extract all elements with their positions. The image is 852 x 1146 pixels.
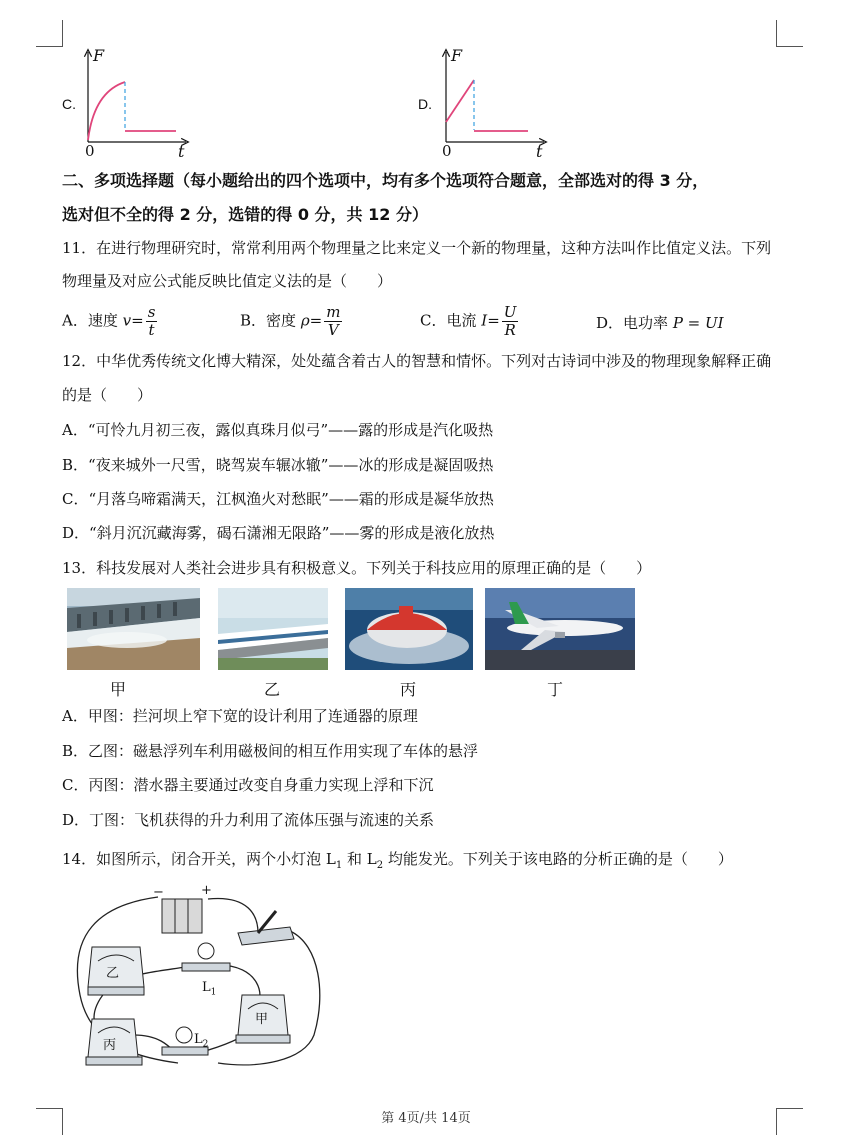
dam-photo bbox=[67, 588, 200, 670]
maglev-train-photo bbox=[218, 588, 328, 670]
q12-option-b[interactable]: B．“夜来城外一尺雪，晓驾炭车辗冰辙”——冰的形成是凝固吸热 bbox=[62, 456, 494, 474]
section-heading-line1: 二、多项选择题（每小题给出的四个选项中，均有多个选项符合题意，全部选对的得 3 分， bbox=[62, 171, 709, 190]
bulb-l1 bbox=[182, 943, 230, 971]
battery-plus-label: + bbox=[201, 883, 212, 898]
crop-mark-top-left bbox=[36, 20, 63, 47]
graph-d-y-label: F bbox=[451, 46, 463, 65]
battery bbox=[162, 899, 202, 933]
switch bbox=[238, 911, 294, 945]
graph-c-origin: 0 bbox=[85, 142, 95, 160]
q12-stem-line2: 的是（ ） bbox=[62, 386, 153, 404]
crop-mark-top-right bbox=[776, 20, 803, 47]
q13-option-c[interactable]: C．丙图：潜水器主要通过改变自身重力实现上浮和下沉 bbox=[62, 776, 434, 794]
battery-minus-label: − bbox=[153, 885, 164, 900]
q12-option-a[interactable]: A．“可怜九月初三夜，露似真珠月似弓”——露的形成是汽化吸热 bbox=[62, 421, 494, 439]
section-heading-line2: 选对但不全的得 2 分，选错的得 0 分，共 12 分） bbox=[62, 205, 428, 224]
caption-ding: 丁 bbox=[547, 680, 564, 699]
q11-stem-line1: 11．在进行物理研究时，常常利用两个物理量之比来定义一个新的物理量，这种方法叫作比值定义法。下列 bbox=[62, 239, 772, 257]
airplane-photo bbox=[485, 588, 635, 670]
q12-option-d[interactable]: D．“斜月沉沉藏海雾，碣石潇湘无限路”——雾的形成是液化放热 bbox=[62, 524, 495, 542]
q11-option-d[interactable]: D．电功率 P = UI bbox=[596, 314, 724, 332]
force-line bbox=[446, 80, 474, 122]
q11-option-c[interactable]: C．电流 I= $\frac{U}{R}$ bbox=[420, 303, 517, 339]
q11-option-b[interactable]: B．密度 ρ= $\frac{m}{V}$ bbox=[240, 303, 341, 339]
q13-option-a[interactable]: A．甲图：拦河坝上窄下宽的设计利用了连通器的原理 bbox=[62, 707, 418, 725]
q13-option-b[interactable]: B．乙图：磁悬浮列车利用磁极间的相互作用实现了车体的悬浮 bbox=[62, 742, 479, 760]
q11-option-a[interactable]: A．速度 v= $\frac{s}{t}$ bbox=[62, 303, 156, 339]
graph-d-origin: 0 bbox=[442, 142, 452, 160]
q13-option-d[interactable]: D．丁图：飞机获得的升力利用了流体压强与流速的关系 bbox=[62, 811, 435, 829]
option-d-label: D. bbox=[418, 96, 432, 112]
q11-stem-line2: 物理量及对应公式能反映比值定义法的是（ ） bbox=[62, 272, 393, 290]
meter-yi-label: 乙 bbox=[106, 966, 120, 981]
q12-option-c[interactable]: C．“月落乌啼霜满天，江枫渔火对愁眠”——霜的形成是凝华放热 bbox=[62, 490, 494, 508]
page-footer: 第 4页/共 14页 bbox=[381, 1111, 471, 1126]
meter-bing-label: 丙 bbox=[103, 1038, 117, 1053]
l2-label: $L_2$ bbox=[194, 1032, 209, 1050]
q12-stem-line1: 12．中华优秀传统文化博大精深，处处蕴含着古人的智慧和情怀。下列对古诗词中涉及的物理现象解释正确 bbox=[62, 352, 772, 370]
meter-jia-label: 甲 bbox=[255, 1012, 269, 1027]
option-c-label: C. bbox=[62, 96, 76, 112]
q14-stem: 14．如图所示，闭合开关，两个小灯泡 $L_1$ 和 $L_2$ 均能发光。下列关于该电路的分析正确的是（ ） bbox=[62, 850, 733, 871]
caption-jia: 甲 bbox=[110, 680, 127, 699]
l1-label: $L_1$ bbox=[202, 980, 217, 998]
graph-c-y-label: F bbox=[93, 46, 105, 65]
graph-d-x-label: t bbox=[536, 142, 543, 161]
submersible-photo bbox=[345, 588, 473, 670]
force-curve bbox=[88, 82, 125, 140]
caption-bing: 丙 bbox=[400, 680, 417, 699]
graph-c-x-label: t bbox=[178, 142, 185, 161]
q13-stem: 13．科技发展对人类社会进步具有积极意义。下列关于科技应用的原理正确的是（ ） bbox=[62, 559, 652, 577]
caption-yi: 乙 bbox=[264, 680, 281, 699]
